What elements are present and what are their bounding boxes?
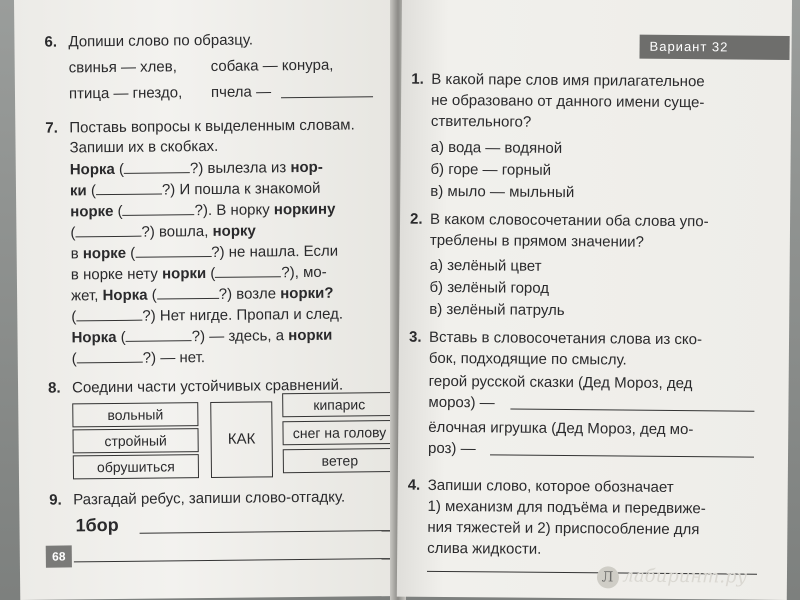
- question-3-item-1a: герой русской сказки (Дед Мороз, дед: [428, 372, 693, 393]
- question-2-option-a[interactable]: а) зелёный цвет: [429, 256, 542, 275]
- question-6-pair1a: свинья — хлев,: [68, 58, 177, 77]
- question-2-number: 2.: [409, 210, 423, 228]
- question-6-pair2a: птица — гнездо,: [68, 84, 183, 103]
- question-6-answer-line[interactable]: [281, 96, 373, 98]
- labirint-logo-icon: Л: [596, 566, 618, 588]
- question-7-text-line-7: жет, Норка ( ?) возле норки?: [71, 284, 334, 305]
- question-7-text-line-10: ( ?) — нет.: [71, 349, 206, 368]
- question-1-option-b[interactable]: б) горе — горный: [430, 160, 552, 179]
- question-1-number: 1.: [411, 70, 424, 88]
- right-page: [397, 0, 792, 600]
- question-4-line-1: Запиши слово, которое обозначает: [427, 476, 674, 496]
- question-6-number: 6.: [44, 33, 58, 51]
- question-6-prompt: Допиши слово по образцу.: [68, 31, 254, 51]
- question-8-number: 8.: [47, 379, 61, 397]
- question-3-item-1b: мороз) —: [428, 393, 495, 412]
- question-7-text-line-4: ( ?) вошла, норку: [70, 222, 256, 242]
- question-1-line-3: ствительного?: [430, 112, 532, 131]
- match-right-3[interactable]: ветер: [283, 448, 397, 473]
- question-1-line-1: В какой паре слов имя прилагательное: [431, 70, 705, 91]
- question-7-prompt-2: Запиши их в скобках.: [69, 137, 219, 157]
- question-2-line-1: В каком словосочетании оба слова упо-: [429, 210, 709, 231]
- question-4-line-3: ния тяжестей и 2) приспособление для: [427, 518, 700, 539]
- question-1-option-a[interactable]: а) вода — водяной: [430, 138, 563, 157]
- question-2-line-2: треблены в прямом значении?: [429, 231, 645, 251]
- match-left-1[interactable]: вольный: [72, 402, 198, 427]
- question-9-number: 9.: [49, 491, 62, 509]
- question-9-answer-line-2[interactable]: [74, 558, 392, 562]
- question-7-text-line-2: ки ( ?) И пошла к знакомой: [69, 179, 321, 200]
- watermark: Л лабиринт.ру: [596, 565, 747, 589]
- match-left-2[interactable]: стройный: [72, 428, 198, 453]
- match-right-2[interactable]: снег на голову: [282, 420, 396, 445]
- question-3-item-2a: ёлочная игрушка (Дед Мороз, дед мо-: [428, 418, 694, 439]
- variant-label: Вариант 32: [639, 35, 789, 60]
- page-number: 68: [46, 545, 72, 567]
- question-3-line-2: бок, подходящие по смыслу.: [428, 349, 627, 369]
- question-1-option-c[interactable]: в) мыло — мыльный: [430, 182, 575, 202]
- question-3-answer-line-2[interactable]: [490, 454, 754, 457]
- question-7-text-line-6: в норке нету норки ( ?), мо-: [70, 263, 327, 284]
- question-3-answer-line-1[interactable]: [510, 409, 754, 412]
- question-7-text-line-8: ( ?) Нет нигде. Пропал и след.: [71, 305, 344, 326]
- question-7-text-line-3: норке ( ?). В норку норкину: [70, 200, 336, 221]
- question-2-option-c[interactable]: в) зелёный патруль: [429, 300, 565, 320]
- question-9-answer-line-1[interactable]: [140, 530, 392, 534]
- question-2-option-b[interactable]: б) зелёный город: [429, 278, 550, 297]
- question-9-prompt: Разгадай ребус, запиши слово-отгадку.: [73, 488, 346, 509]
- match-left-3[interactable]: обрушиться: [73, 454, 199, 479]
- question-7-text-line-1: Норка ( ?) вылезла из нор-: [69, 158, 323, 179]
- match-middle: КАК: [210, 401, 273, 478]
- question-4-line-2: 1) механизм для подъёма и передвиже-: [427, 497, 706, 518]
- question-7-text-line-5: в норке ( ?) не нашла. Если: [70, 242, 339, 263]
- question-4-line-4: слива жидкости.: [427, 539, 542, 558]
- question-3-line-1: Вставь в словосочетания слова из ско-: [428, 328, 703, 349]
- question-7-text-line-9: Норка ( ?) — здесь, а норки: [71, 326, 333, 347]
- question-4-number: 4.: [407, 476, 421, 494]
- rebus-image: 1бор: [75, 514, 119, 536]
- question-3-number: 3.: [408, 328, 422, 346]
- left-page: [14, 0, 400, 600]
- match-right-1[interactable]: кипарис: [282, 392, 396, 417]
- question-1-line-2: не образовано от данного имени суще-: [431, 91, 705, 112]
- question-3-item-2b: роз) —: [427, 439, 476, 458]
- question-7-prompt-1: Поставь вопросы к выделенным словам.: [69, 116, 355, 137]
- question-6-pair2b: пчела —: [210, 83, 272, 101]
- question-8-prompt: Соедини части устойчивых сравнений.: [71, 376, 344, 397]
- question-7-number: 7.: [45, 119, 58, 137]
- question-6-pair1b: собака — конура,: [210, 56, 334, 75]
